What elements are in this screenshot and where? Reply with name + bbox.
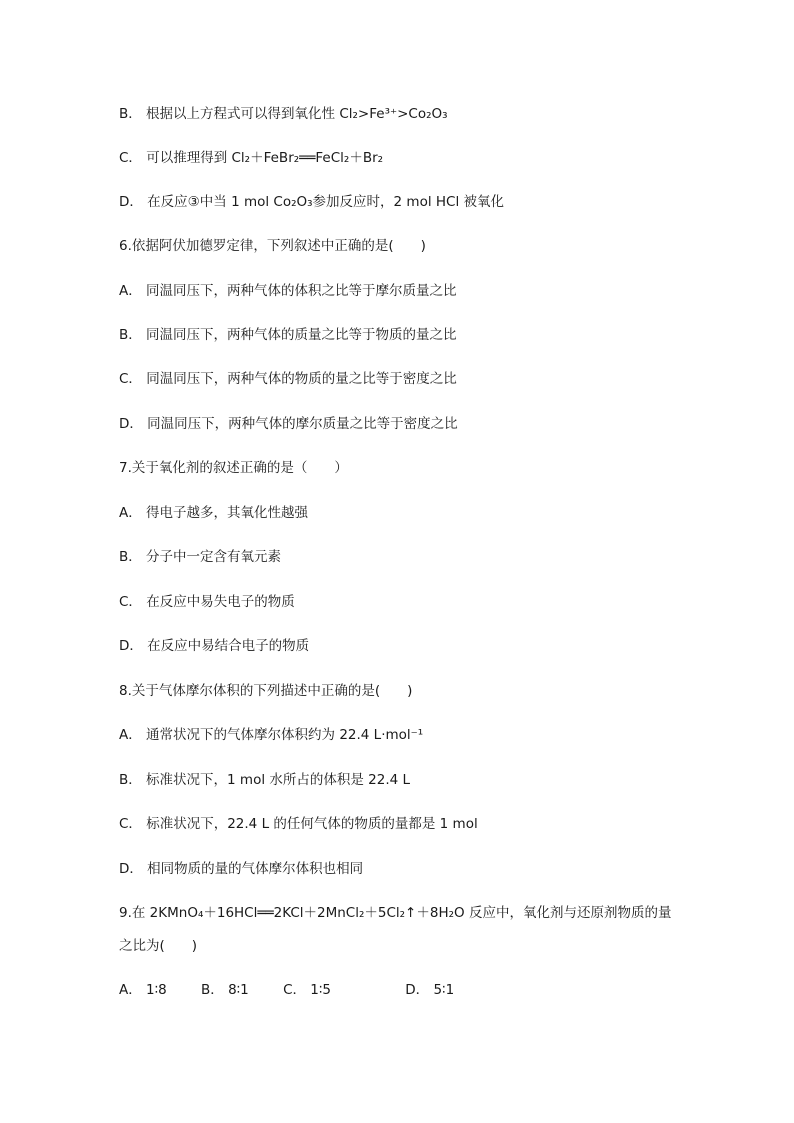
q9-option-b: B． 8∶1 — [201, 982, 249, 998]
q7-option-b: B． 分子中一定含有氧元素 — [119, 549, 282, 565]
q5-option-b: B． 根据以上方程式可以得到氧化性 Cl₂>Fe³⁺>Co₂O₃ — [119, 106, 448, 122]
q5-option-d: D． 在反应③中当 1 mol Co₂O₃参加反应时，2 mol HCl 被氧化 — [119, 194, 505, 210]
q6-stem: 6.依据阿伏加德罗定律，下列叙述中正确的是( ) — [119, 238, 426, 254]
q9-stem-line2: 之比为( ) — [119, 938, 198, 954]
q9-option-c: C． 1∶5 — [283, 982, 331, 998]
q8-option-d: D． 相同物质的量的气体摩尔体积也相同 — [119, 861, 364, 877]
q9-option-d: D． 5∶1 — [405, 982, 455, 998]
q8-option-c: C． 标准状况下，22.4 L 的任何气体的物质的量都是 1 mol — [119, 816, 478, 832]
q8-option-a: A． 通常状况下的气体摩尔体积约为 22.4 L·mol⁻¹ — [119, 727, 424, 743]
q7-option-d: D． 在反应中易结合电子的物质 — [119, 638, 310, 654]
q9-stem-line1: 9.在 2KMnO₄＋16HCl══2KCl＋2MnCl₂＋5Cl₂↑＋8H₂O 反应中，氧化剂与还原剂物质的量 — [119, 905, 672, 921]
q5-option-c: C． 可以推理得到 Cl₂＋FeBr₂══FeCl₂＋Br₂ — [119, 150, 384, 166]
q7-option-a: A． 得电子越多，其氧化性越强 — [119, 505, 309, 521]
q7-stem: 7.关于氧化剂的叙述正确的是（ ） — [119, 460, 348, 476]
q6-option-b: B． 同温同压下，两种气体的质量之比等于物质的量之比 — [119, 327, 457, 343]
q9-option-a: A． 1∶8 — [119, 982, 167, 998]
q8-option-b: B． 标准状况下，1 mol 水所占的体积是 22.4 L — [119, 772, 411, 788]
q6-option-d: D． 同温同压下，两种气体的摩尔质量之比等于密度之比 — [119, 416, 458, 432]
q8-stem: 8.关于气体摩尔体积的下列描述中正确的是( ) — [119, 683, 413, 699]
q9-options-row — [119, 980, 689, 1000]
q7-option-c: C． 在反应中易失电子的物质 — [119, 594, 295, 610]
q6-option-c: C． 同温同压下，两种气体的物质的量之比等于密度之比 — [119, 371, 457, 387]
q6-option-a: A． 同温同压下，两种气体的体积之比等于摩尔质量之比 — [119, 283, 457, 299]
